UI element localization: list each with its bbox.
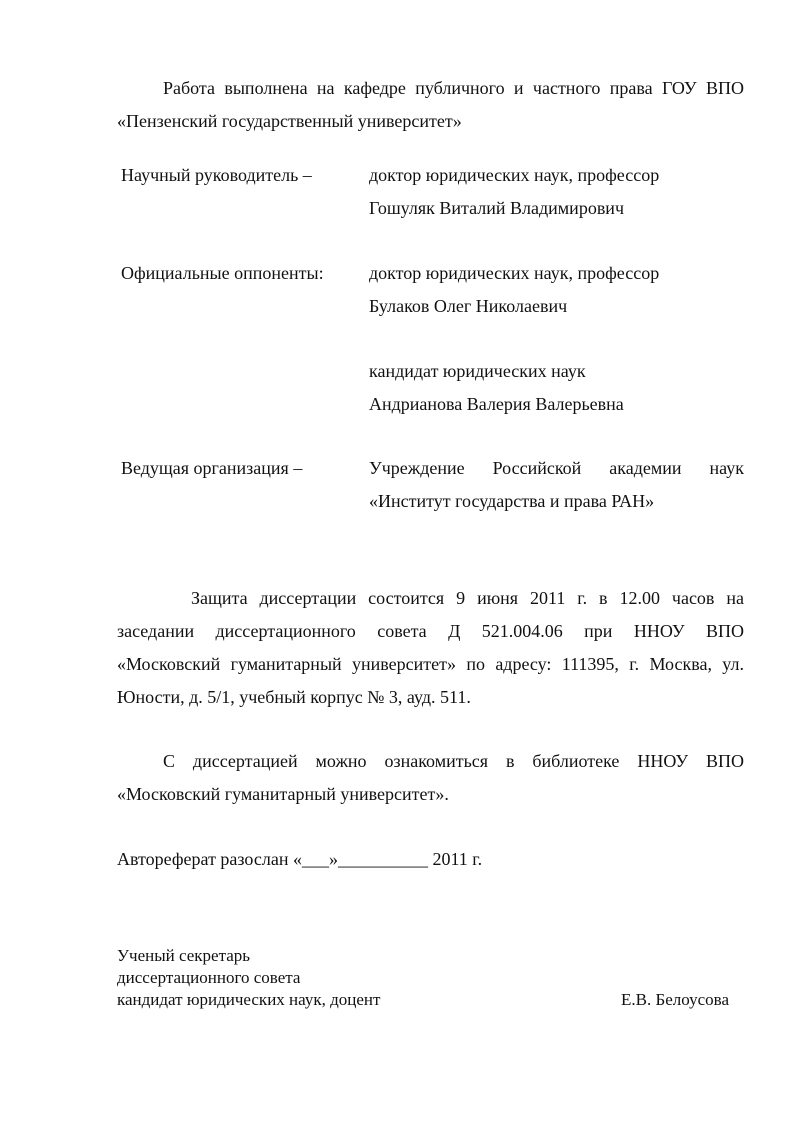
- leading-org-line-1: Учреждение Российской академии наук: [369, 458, 744, 478]
- supervisor-degree: доктор юридических наук, профессор: [369, 165, 660, 185]
- defense-line-3: «Московский гуманитарный университет» по адресу: 111395, г. Москва, ул.: [117, 654, 744, 674]
- opponents-label: Официальные оппоненты:: [121, 263, 324, 283]
- supervisor-name: Гошуляк Виталий Владимирович: [369, 198, 624, 218]
- leading-org-label: Ведущая организация –: [121, 458, 303, 478]
- abstract-sent-line: Автореферат разослан «___»__________ 2011 г.: [117, 849, 483, 869]
- opponent-2-degree: кандидат юридических наук: [369, 361, 586, 381]
- secretary-name: Е.В. Белоусова: [621, 990, 730, 1009]
- supervisor-label: Научный руководитель –: [121, 165, 312, 185]
- secretary-degree: кандидат юридических наук, доцент: [117, 990, 381, 1009]
- opponent-2-name: Андрианова Валерия Валерьевна: [369, 394, 624, 414]
- secretary-council: диссертационного совета: [117, 968, 301, 987]
- opponent-1-degree: доктор юридических наук, профессор: [369, 263, 660, 283]
- library-line-2: «Московский гуманитарный университет».: [117, 784, 449, 804]
- leading-org-line-2: «Институт государства и права РАН»: [369, 491, 655, 511]
- secretary-title: Ученый секретарь: [117, 946, 251, 965]
- header-line-2: «Пензенский государственный университет»: [117, 111, 462, 131]
- opponent-1-name: Булаков Олег Николаевич: [369, 296, 568, 316]
- defense-line-1: Защита диссертации состоится 9 июня 2011 г. в 12.00 часов на: [191, 588, 744, 608]
- defense-line-4: Юности, д. 5/1, учебный корпус № 3, ауд. 511.: [117, 687, 471, 707]
- defense-line-2: заседании диссертационного совета Д 521.004.06 при ННОУ ВПО: [117, 621, 744, 641]
- library-line-1: С диссертацией можно ознакомиться в библиотеке ННОУ ВПО: [163, 751, 744, 771]
- header-line-1: Работа выполнена на кафедре публичного и частного права ГОУ ВПО: [163, 78, 744, 98]
